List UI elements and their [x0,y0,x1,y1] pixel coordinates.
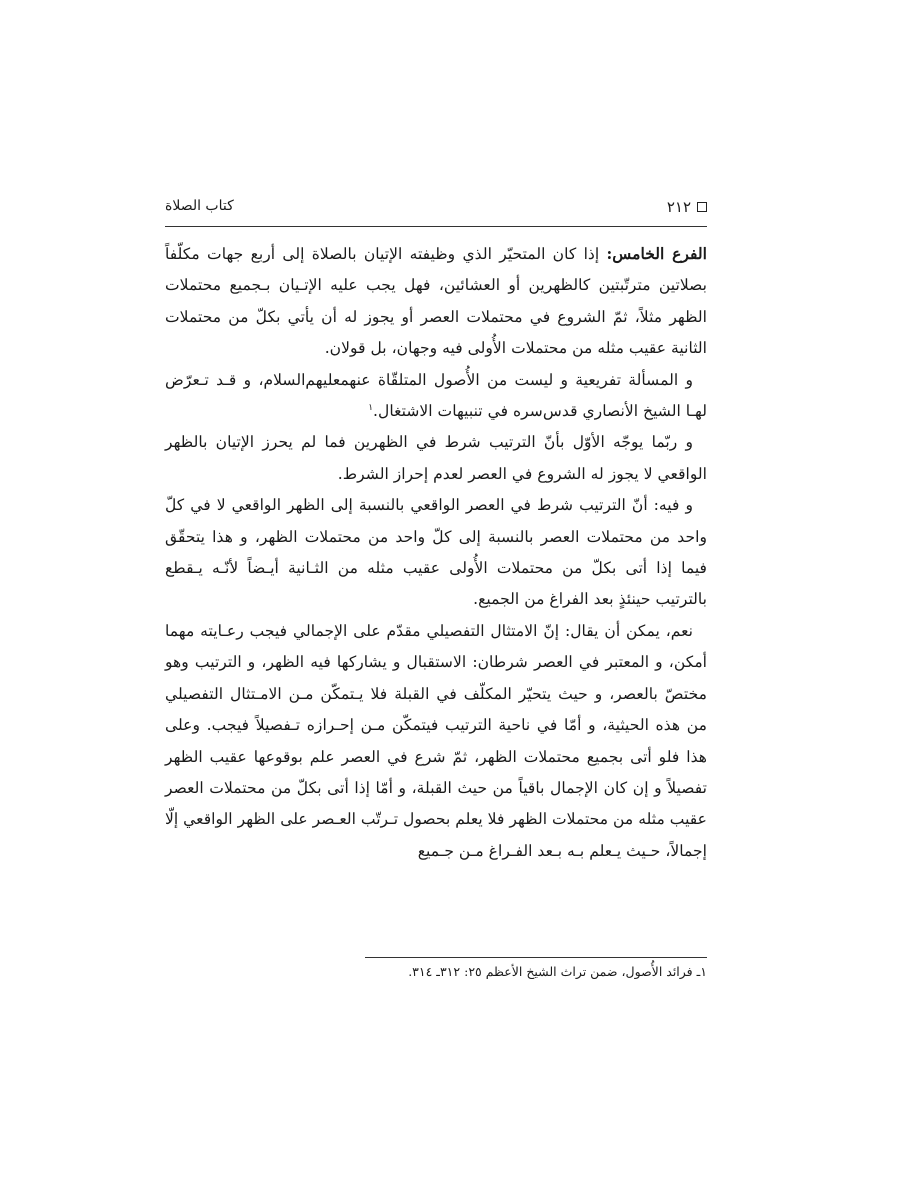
paragraph-2-text: و المسألة تفريعية و ليست من الأُصول المتلقّاة عنهمعليهم‌السلام، و قـد تـعرّض لهـا الشيخ الأنصاري قدس‌سره في تنبيهات الاشتغال. [165,370,707,421]
paragraph-4-text: و فيه: أنّ الترتيب شرط في العصر الواقعي بالنسبة إلى الظهر الواقعي لا في كلّ واحد من محتملات العصر بالنسبة إلى كلّ واحد من محتملات الظهر، و هذا يتحقّق فيما إذا أتى بكلّ من محتملات الأُولى عقيب مثله من الثـانية أيـضاً لأنّـه يـقطع بالترتيب حينئذٍ بعد الفراغ من الجميع. [165,496,707,609]
paragraph-5-text: نعم، يمكن أن يقال: إنّ الامتثال التفصيلي مقدّم على الإجمالي فيجب رعـايته مهما أمكن، و المعتبر في العصر شرطان: الاستقبال و يشاركها فيه الظهر، و الترتيب وهو مختصّ بالعصر، و حيث يتحيّر المكلّف في القبلة فلا يـتمكّن مـن الامـتثال التفصيلي من هذه الحيثية، و أمّا في ناحية الترتيب فيتمكّن مـن إحـرازه تـفصيلاً فيجب. وعلى هذا فلو أتى بجميع محتملات الظهر، ثمّ شرع في العصر علم بوقوعها عقيب الظهر تفصيلاً و إن كان الإجمال باقياً من حيث القبلة، و أمّا إذا أتى بكلّ من محتملات العصر عقيب مثله من محتملات الظهر فلا يعلم بحصول تـرتّب العـصر على الظهر الواقعي إلّا إجمالاً، حـيث يـعلم بـه بـعد الفـراغ مـن جـميع [165,621,707,860]
section-lead: الفرع الخامس: [606,244,708,263]
footnote-ref[interactable]: ١ [368,402,374,413]
paragraph-5 [165,616,707,867]
header-divider [165,226,707,227]
paragraph-4 [165,490,707,616]
paragraph-3 [165,427,707,490]
page-number [667,198,707,216]
square-bullet-icon [697,202,707,212]
paragraph-1 [165,238,707,365]
page-number-text: ٢١٢ [666,198,691,216]
main-text [165,238,707,867]
book-title: كتاب الصلاة [165,198,234,214]
footnote-divider [365,957,707,958]
running-header [165,198,707,224]
paragraph-2 [165,365,707,428]
paragraph-1-text: إذا كان المتحيّر الذي وظيفته الإتيان بالصلاة إلى أربع جهات مكلّفاً بصلاتين مترتّبتين كالظهرين أو العشائين، فهل يجب عليه الإتـيان بـجميع محتملات الظهر مثلاً، ثمّ الشروع في محتملات العصر أو يجوز له أن يأتي بكلّ من محتملات الثانية عقيب مثله من محتملات الأُولى فيه وجهان، بل قولان. [165,245,707,358]
footnote: ١ـ فرائد الأُصول، ضمن تراث الشيخ الأعظم ٢٥: ٣١٢ـ ٣١٤. [408,964,707,979]
paragraph-3-text: و ربّما يوجّه الأوّل بأنّ الترتيب شرط في الظهرين فما لم يحرز الإتيان بالظهر الواقعي لا يجوز له الشروع في العصر لعدم إحراز الشرط. [165,433,707,483]
